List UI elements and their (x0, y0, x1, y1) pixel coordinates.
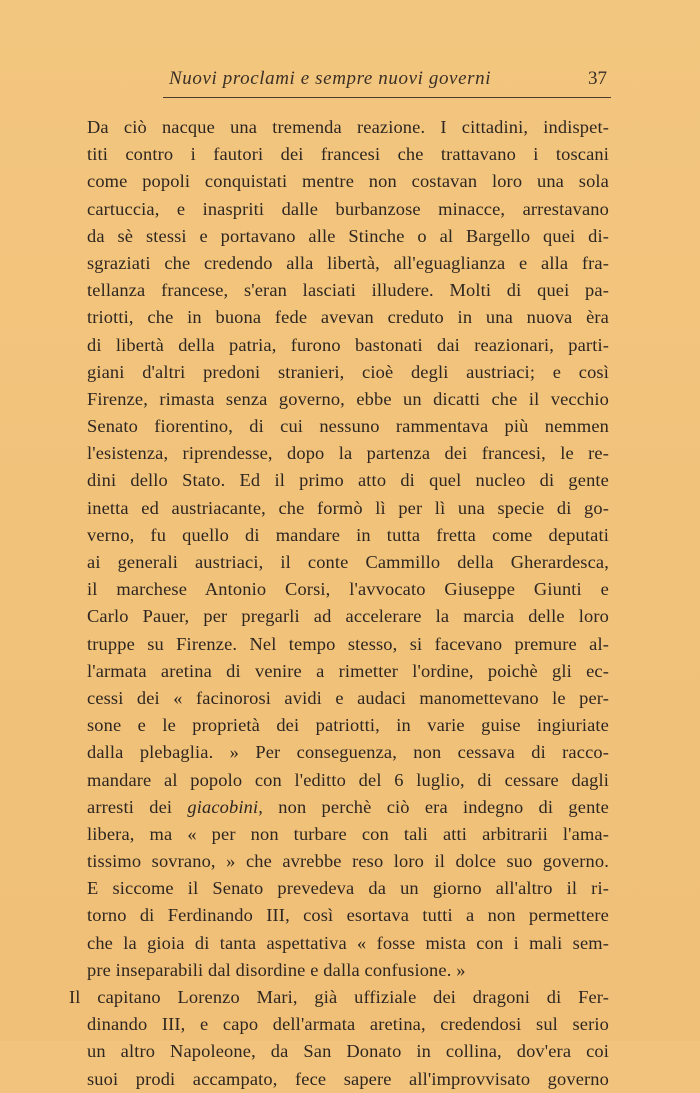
text-line: ai generali austriaci, il conte Cammillo della Gherardesca, (87, 552, 609, 572)
text-segment: arresti dei (87, 796, 188, 817)
text-line: E siccome il Senato prevedeva da un giorno all'altro il ri- (87, 878, 609, 899)
text-line: sgraziati che credendo alla libertà, all'eguaglianza e alla fra- (87, 252, 609, 273)
text-line: suoi prodi accampato, fece sapere all'improvvisato governo (87, 1068, 609, 1089)
text-line: di libertà della patria, furono bastonati dai reazionari, parti- (87, 334, 609, 355)
text-line: il marchese Antonio Corsi, l'avvocato Giuseppe Giunti e (87, 579, 609, 600)
text-line: un altro Napoleone, da San Donato in collina, dov'era coi (87, 1041, 609, 1062)
text-line: pre inseparabili dal disordine e dalla confusione. » (87, 959, 466, 980)
paragraph-1 (87, 114, 609, 984)
text-line: truppe su Firenze. Nel tempo stesso, si facevano premure al- (87, 633, 609, 654)
text-line: libera, ma « per non turbare con tali atti arbitrarii l'ama- (87, 823, 609, 844)
page-number: 37 (588, 68, 607, 89)
text-line: l'esistenza, riprendesse, dopo la partenza dei francesi, le re- (87, 443, 609, 464)
text-line: Il capitano Lorenzo Mari, già uffiziale dei dragoni di Fer- (69, 987, 609, 1007)
text-line: che la gioia di tanta aspettativa « fosse mista con i mali sem- (87, 932, 609, 953)
text-line: tissimo sovrano, » che avrebbe reso loro il dolce suo governo. (87, 851, 609, 872)
text-line: Carlo Pauer, per pregarli ad accelerare la marcia delle loro (87, 606, 609, 627)
body-text (69, 114, 609, 1093)
text-line: Da ciò nacque una tremenda reazione. I cittadini, indispet- (87, 117, 609, 137)
text-line: Firenze, rimasta senza governo, ebbe un dicatti che il vecchio (87, 388, 609, 409)
text-line: dalla plebaglia. » Per conseguenza, non cessava di racco- (87, 742, 609, 763)
text-line: verno, fu quello di mandare in tutta fretta come deputati (87, 524, 609, 545)
text-line: mandare al popolo con l'editto del 6 luglio, di cessare dagli (87, 769, 609, 790)
text-line: titi contro i fautori dei francesi che trattavano i toscani (87, 144, 609, 165)
text-line: triotti, che in buona fede avevan creduto in una nuova èra (87, 307, 609, 328)
text-line: inetta ed austriacante, che formò lì per lì una specie di go- (87, 497, 609, 518)
page-header (163, 68, 611, 98)
text-segment: non perchè ciò era indegno di gente (263, 796, 609, 817)
italic-word: giacobini, (187, 796, 263, 817)
text-line: l'armata aretina di venire a rimetter l'ordine, poichè gli ec- (87, 660, 609, 681)
text-line: sone e le proprietà dei patriotti, in varie guise ingiuriate (87, 715, 609, 736)
text-line-with-italic (87, 794, 609, 821)
text-line: cessi dei « facinorosi avidi e audaci manomettevano le per- (87, 687, 609, 708)
text-line: come popoli conquistati mentre non costavan loro una sola (87, 171, 609, 192)
text-line: dinando III, e capo dell'armata aretina, credendosi sul serio (87, 1014, 609, 1035)
running-title: Nuovi proclami e sempre nuovi governi (169, 68, 492, 89)
text-line: dini dello Stato. Ed il primo atto di quel nucleo di gente (87, 470, 609, 491)
header-rule (163, 97, 611, 98)
text-line: da sè stessi e portavano alle Stinche o al Bargello quei di- (87, 225, 609, 246)
text-line: tellanza francese, s'eran lasciati illudere. Molti di quei pa- (87, 280, 609, 301)
text-line: cartuccia, e inaspriti dalle burbanzose minacce, arrestavano (87, 198, 609, 219)
paragraph-2 (69, 984, 609, 1093)
text-line: torno di Ferdinando III, così esortava tutti a non permettere (87, 905, 609, 926)
text-line: giani d'altri predoni stranieri, cioè degli austriaci; e così (87, 361, 609, 382)
text-line: Senato fiorentino, di cui nessuno rammentava più nemmen (87, 416, 609, 437)
